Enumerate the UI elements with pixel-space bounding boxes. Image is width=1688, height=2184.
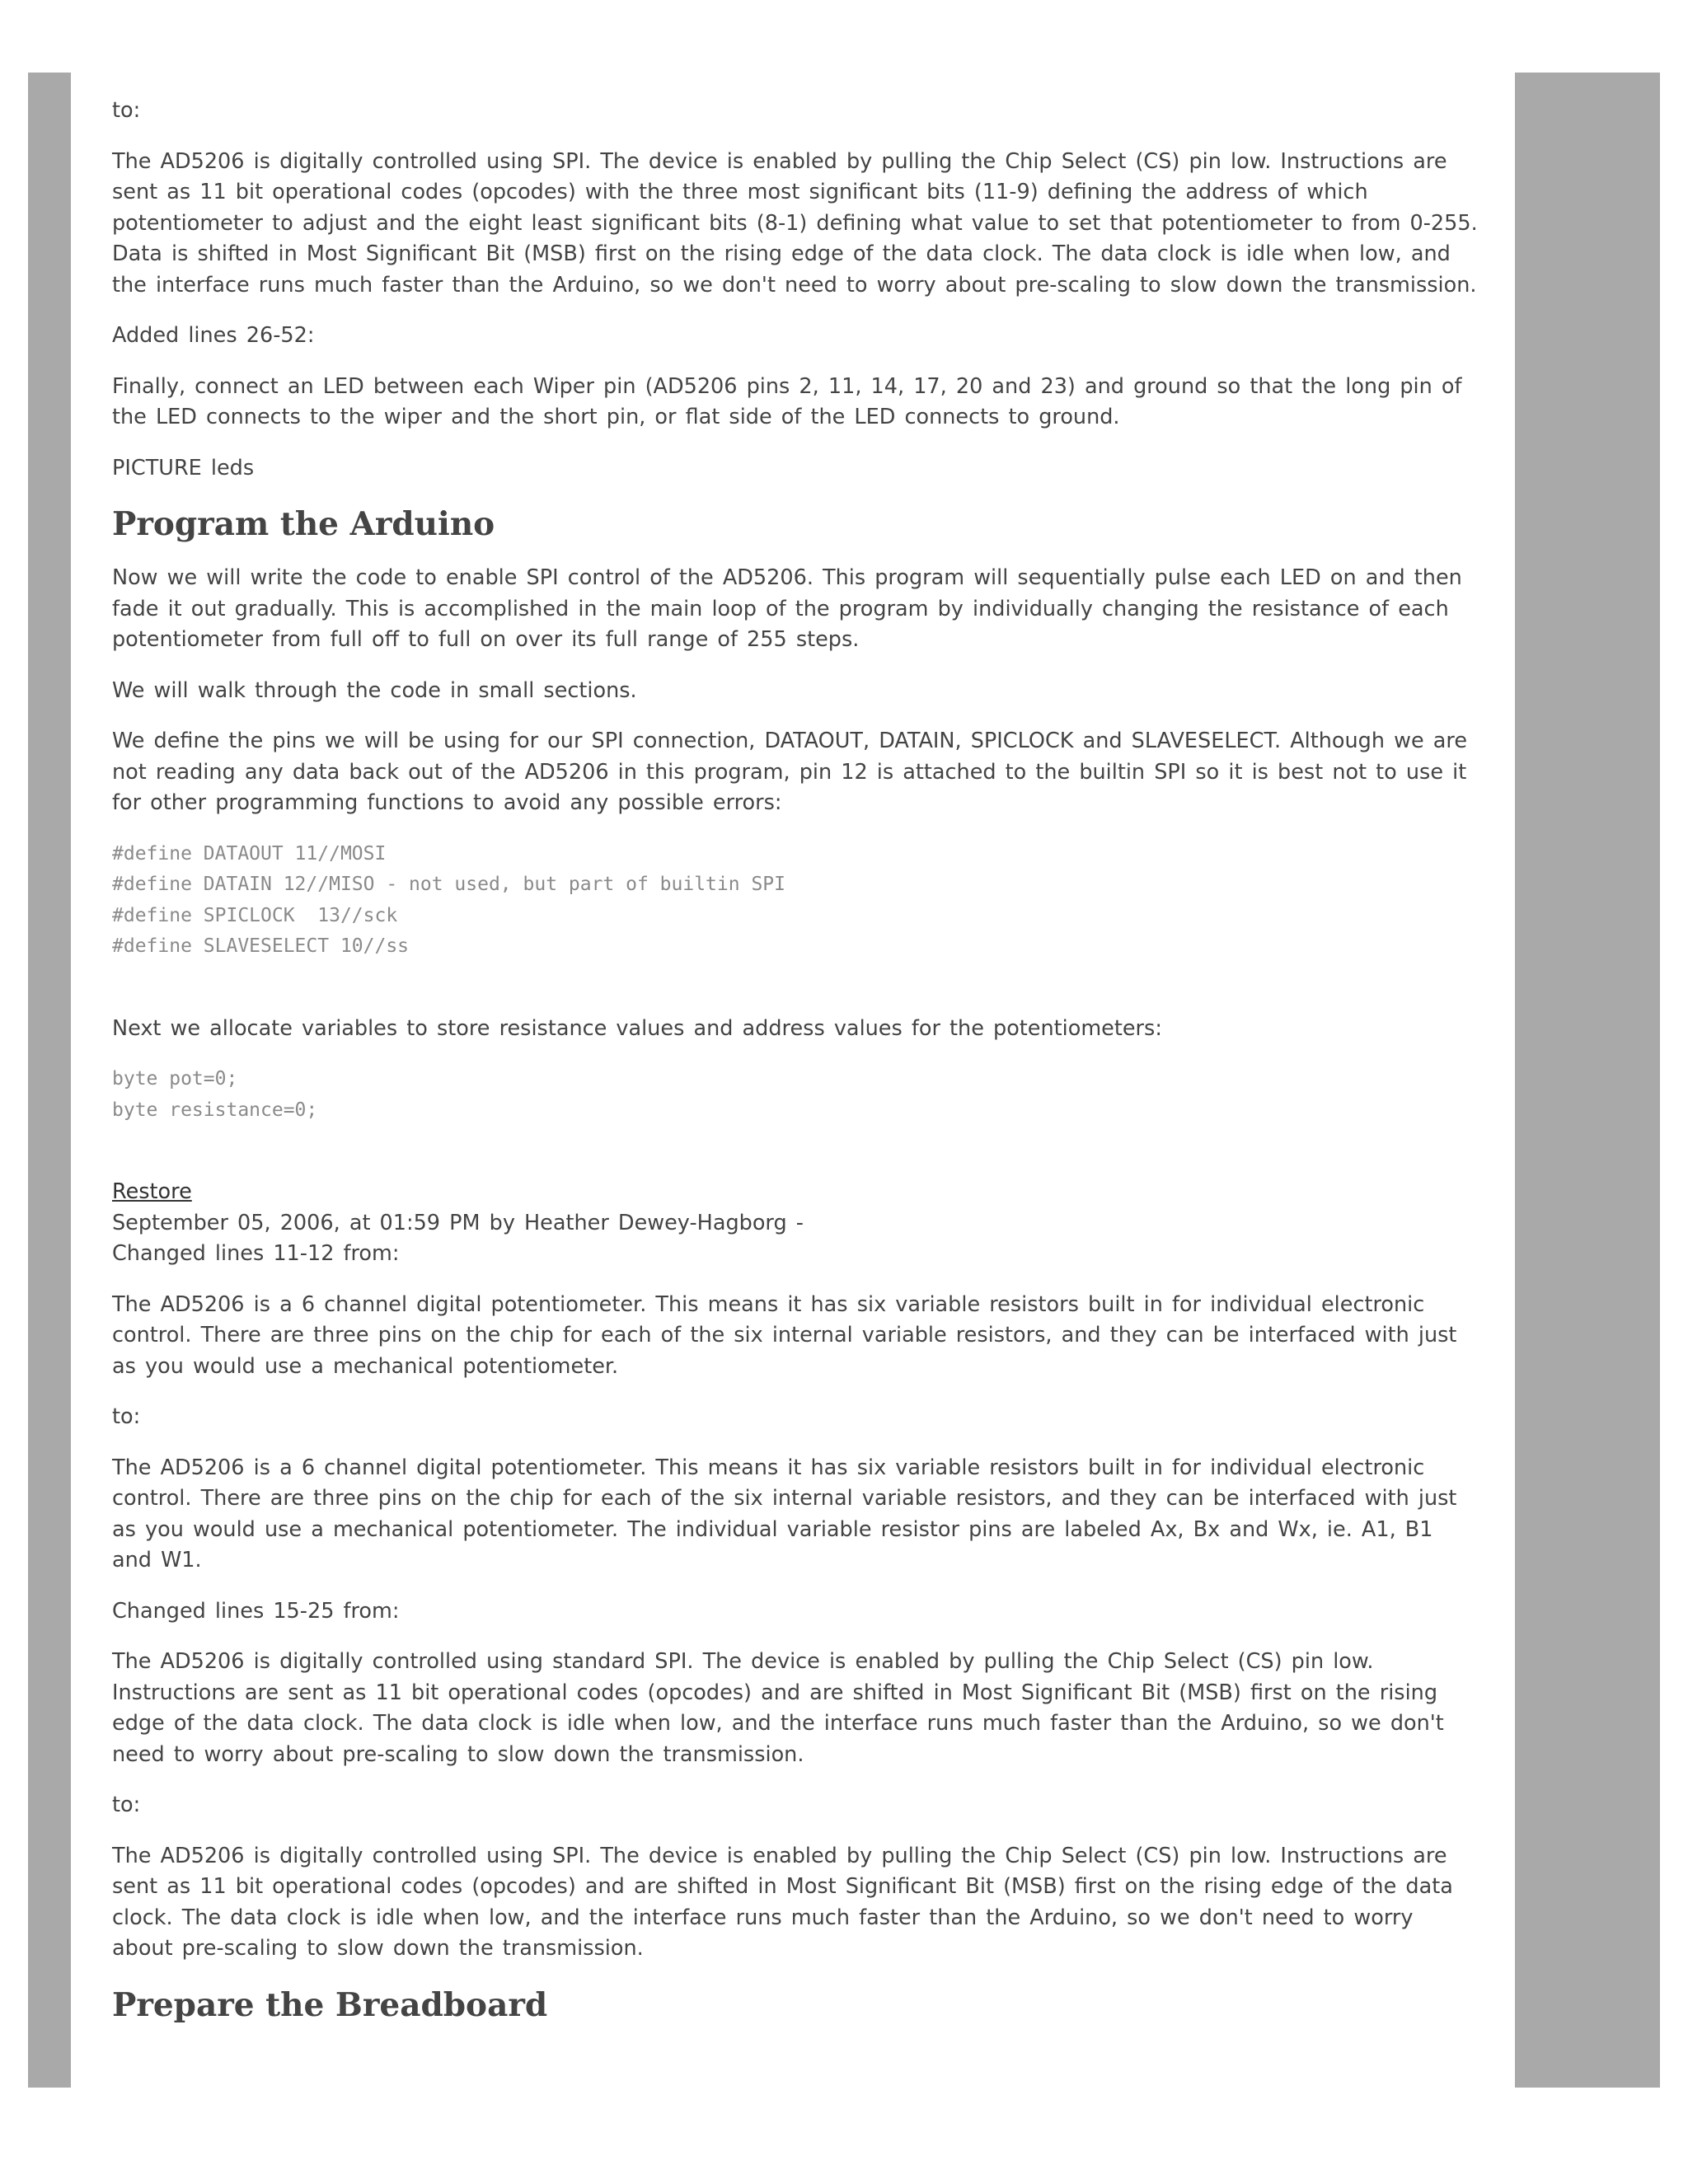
paragraph-spi-new: The AD5206 is digitally controlled using SPI. The device is enabled by pulling the Chip Select (CS) pin low. Instructions are sent as 11 bit operational codes (opcodes) and are shifted in Most Significant Bit (MSB) first on the rising edge of the data clock. The data clock is idle when low, and the interface runs much faster than the Arduino, so we don't need to worry about pre-scaling to slow down the transmission. bbox=[112, 1843, 1453, 1961]
revision-meta: September 05, 2006, at 01:59 PM by Heather Dewey-Hagborg - bbox=[112, 1210, 804, 1235]
code-line: #define SPICLOCK 13//sck bbox=[112, 904, 398, 926]
restore-link[interactable]: Restore bbox=[112, 1179, 192, 1204]
paragraph-ad5206-new: The AD5206 is a 6 channel digital potentiometer. This means it has six variable resistors built in for individual electronic control. There are three pins on the chip for each of the six internal variable resistors, and they can be interfaced with just as you would use a mechanical potentiometer. The individual variable resistor pins are labeled Ax, Bx and Wx, ie. A1, B1 and W1. bbox=[112, 1455, 1457, 1572]
code-line: #define SLAVESELECT 10//ss bbox=[112, 935, 410, 957]
paragraph-program-intro: Now we will write the code to enable SPI control of the AD5206. This program will sequentially pulse each LED on and then fade it out gradually. This is accomplished in the main loop of the program by individually changing the resistance of each potentiometer from full off to full on over its full range of 255 steps. bbox=[112, 565, 1462, 652]
paragraph-added-lines: Added lines 26-52: bbox=[112, 323, 315, 348]
changed-lines-label: Changed lines 11-12 from: bbox=[112, 1241, 400, 1266]
paragraph-spi-old: The AD5206 is digitally controlled using standard SPI. The device is enabled by pulling the Chip Select (CS) pin low. Instructions are sent as 11 bit operational codes (opcodes) and are shifted in Most Significant Bit (MSB) first on the rising edge of the data clock. The data clock is idle when low, and the interface runs much faster than the Arduino, so we don't need to worry about pre-scaling to slow down the transmission. bbox=[112, 1649, 1444, 1767]
heading-prepare-breadboard: Prepare the Breadboard bbox=[112, 1985, 548, 2024]
paragraph-led-wiring: Finally, connect an LED between each Wiper pin (AD5206 pins 2, 11, 14, 17, 20 and 23) and ground so that the long pin of the LED connects to the wiper and the short pin, or flat side of the LED connects to ground. bbox=[112, 373, 1462, 429]
paragraph-define-pins: We define the pins we will be using for our SPI connection, DATAOUT, DATAIN, SPICLOCK and SLAVESELECT. Although we are not reading any data back out of the AD5206 in this program, pin 12 is attached to the builtin SPI so it is best not to use it for other programming functions to avoid any possible errors: bbox=[112, 729, 1468, 815]
heading-program-arduino: Program the Arduino bbox=[112, 505, 495, 543]
paragraph-to: to: bbox=[112, 98, 141, 123]
code-block-variables bbox=[112, 1064, 1480, 1126]
spacer bbox=[112, 1146, 1480, 1177]
page-content bbox=[112, 96, 1480, 2044]
code-block-defines bbox=[112, 839, 1480, 963]
revision-info bbox=[112, 1177, 1480, 1270]
code-line: #define DATAOUT 11//MOSI bbox=[112, 842, 387, 865]
right-margin-bar bbox=[1515, 73, 1660, 2088]
paragraph-spi-description: The AD5206 is digitally controlled using SPI. The device is enabled by pulling the Chip Select (CS) pin low. Instructions are sent as 11 bit operational codes (opcodes) with the three most significant bits (11-9) defining the address of which potentiometer to adjust and the eight least significant bits (8-1) defining what value to set that potentiometer to from 0-255. Data is shifted in Most Significant Bit (MSB) first on the rising edge of the data clock. The data clock is idle when low, and the interface runs much faster than the Arduino, so we don't need to worry about pre-scaling to slow down the transmission. bbox=[112, 148, 1478, 298]
left-margin-bar bbox=[28, 73, 71, 2088]
paragraph-picture-leds: PICTURE leds bbox=[112, 455, 255, 480]
code-line: byte pot=0; bbox=[112, 1068, 238, 1090]
code-line: byte resistance=0; bbox=[112, 1099, 318, 1121]
paragraph-walkthrough: We will walk through the code in small sections. bbox=[112, 677, 637, 703]
paragraph-ad5206-old: The AD5206 is a 6 channel digital potentiometer. This means it has six variable resistors built in for individual electronic control. There are three pins on the chip for each of the six internal variable resistors, and they can be interfaced with just as you would use a mechanical potentiometer. bbox=[112, 1291, 1457, 1379]
paragraph-allocate-variables: Next we allocate variables to store resistance values and address values for the potentiometers: bbox=[112, 1015, 1162, 1041]
code-line: #define DATAIN 12//MISO - not used, but part of builtin SPI bbox=[112, 874, 785, 895]
spacer bbox=[112, 982, 1480, 1014]
paragraph-changed-lines: Changed lines 15-25 from: bbox=[112, 1598, 400, 1624]
paragraph-to: to: bbox=[112, 1404, 141, 1429]
paragraph-to: to: bbox=[112, 1793, 141, 1817]
